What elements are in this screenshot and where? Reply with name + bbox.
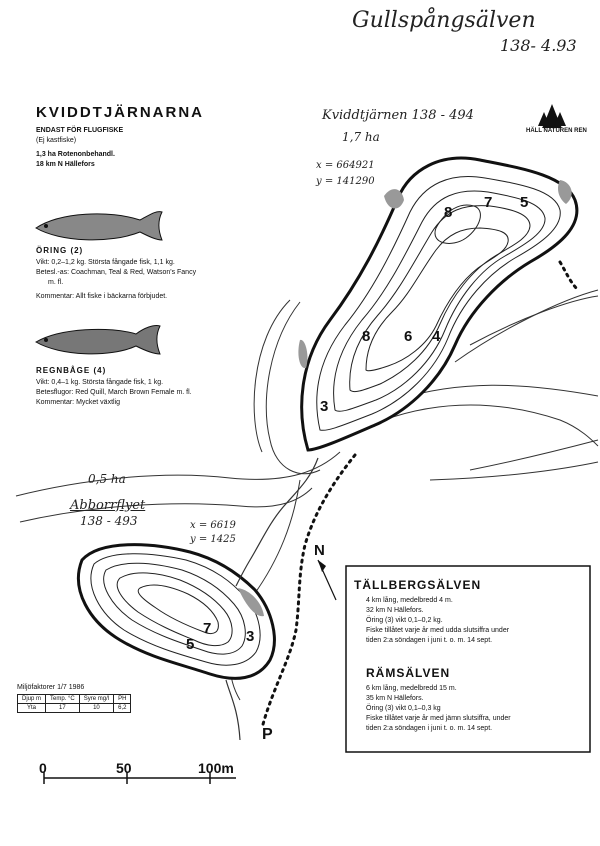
river-1-line: Öring (3) vikt 0,1–0,2 kg.: [366, 617, 443, 624]
subtitle-line-3: 1,3 ha Rotenonbehandl.: [36, 151, 115, 158]
subtitle-line-2: (Ej kastfiske): [36, 137, 77, 144]
page-title: KVIDDTJÄRNARNA: [36, 104, 205, 121]
fish-1-line: Kommentar: Allt fiske i bäckarna förbjudet.: [36, 293, 168, 300]
footpath-east: [560, 262, 578, 290]
scale-label: 0: [39, 760, 47, 776]
depth-label: 4: [432, 328, 441, 345]
rainbow-trout-fish-icon: [36, 325, 160, 354]
env-header: PH: [114, 695, 131, 704]
env-caption: Miljöfaktorer 1/7 1986: [17, 684, 85, 691]
depth-label: 7: [484, 194, 493, 211]
env-header: Djup m: [18, 695, 46, 704]
footpath: [262, 455, 355, 728]
stream: [236, 458, 318, 586]
fish-2-name: REGNBÅGE (4): [36, 366, 107, 375]
depth-label: 3: [246, 628, 255, 645]
lake2-coord-y: y = 1425: [190, 534, 236, 545]
env-cell: 17: [46, 704, 80, 713]
subtitle-line-1: ENDAST FÖR FLUGFISKE: [36, 127, 124, 134]
env-table: [17, 694, 131, 713]
fish-1-line: Vikt: 0,2–1,2 kg. Största fångade fisk, 1,1 kg.: [36, 259, 175, 266]
river-1-name: TÄLLBERGSÄLVEN: [354, 578, 482, 592]
fish-2-line: Vikt: 0,4–1 kg. Största fångade fisk, 1 kg.: [36, 379, 164, 386]
depth-label: 3: [320, 398, 329, 415]
lake2-code: 138 - 493: [80, 514, 138, 528]
fish-2-line: Kommentar: Mycket växtlig: [36, 399, 121, 406]
lake1-area: 1,7 ha: [342, 130, 380, 144]
scale-label: 100m: [198, 760, 234, 776]
env-header: Temp. °C: [46, 695, 80, 704]
river-handwritten: Gullspångsälven: [352, 8, 536, 33]
lake1-coord-y: y = 141290: [316, 176, 375, 187]
fish-2-line: Betesflugor: Red Quill, March Brown Female m. fl.: [36, 389, 192, 396]
parking-label: P: [262, 726, 273, 743]
river-code-handwritten: 138- 4.93: [500, 36, 577, 55]
logo-tree-icon: [538, 104, 566, 128]
depth-label: 5: [520, 194, 529, 211]
fish-1-name: ÖRING (2): [36, 246, 84, 255]
lake2-area: 0,5 ha: [88, 472, 126, 486]
river-2-line: 6 km lång, medelbredd 15 m.: [366, 685, 457, 692]
trout-fish-icon: [36, 212, 162, 240]
lake1-coord-x: x = 664921: [316, 160, 375, 171]
env-cell: 10: [79, 704, 113, 713]
lake2-coord-x: x = 6619: [190, 520, 236, 531]
fish-1-line: m. fl.: [48, 279, 64, 286]
lake2-label: Abborrflyet: [70, 498, 146, 513]
scale-label: 50: [116, 760, 132, 776]
depth-label: 6: [404, 328, 413, 345]
north-label: N: [314, 542, 325, 559]
outlet-stream: [226, 680, 240, 740]
env-header: Syre mg/l: [79, 695, 113, 704]
river-1-line: 4 km lång, medelbredd 4 m.: [366, 597, 453, 604]
north-arrow: [318, 560, 336, 600]
river-2-line: Öring (3) vikt 0,1–0,3 kg: [366, 705, 441, 712]
env-cell: 6,2: [114, 704, 131, 713]
lake-kviddtjarnen: [298, 158, 577, 450]
depth-label: 7: [203, 620, 212, 637]
river-1-line: Fiske tillåtet varje år med udda slutsiffra under: [366, 627, 510, 634]
lake1-label: Kviddtjärnen 138 - 494: [322, 108, 474, 123]
depth-label: 8: [444, 204, 453, 221]
subtitle-line-4: 18 km N Hällefors: [36, 161, 95, 168]
fish-1-line: Betesl.-as: Coachman, Teal & Red, Watson's Fancy: [36, 269, 197, 276]
env-cell: Yta: [18, 704, 46, 713]
river-1-line: 32 km N Hällefors.: [366, 607, 424, 614]
depth-label: 8: [362, 328, 371, 345]
river-2-line: tiden 2:a söndagen i juni t. o. m. 14 sept.: [366, 725, 493, 732]
depth-label: 5: [186, 636, 195, 653]
river-2-line: 35 km N Hällefors.: [366, 695, 424, 702]
river-2-line: Fiske tillåtet varje år med jämn slutsiffra, under: [366, 715, 511, 722]
river-2-name: RÄMSÄLVEN: [366, 666, 451, 680]
lake-abborrflyet: [78, 545, 274, 679]
logo-text: HÄLL NATUREN REN: [526, 128, 587, 134]
river-1-line: tiden 2:a söndagen i juni t. o. m. 14 sept.: [366, 637, 493, 644]
